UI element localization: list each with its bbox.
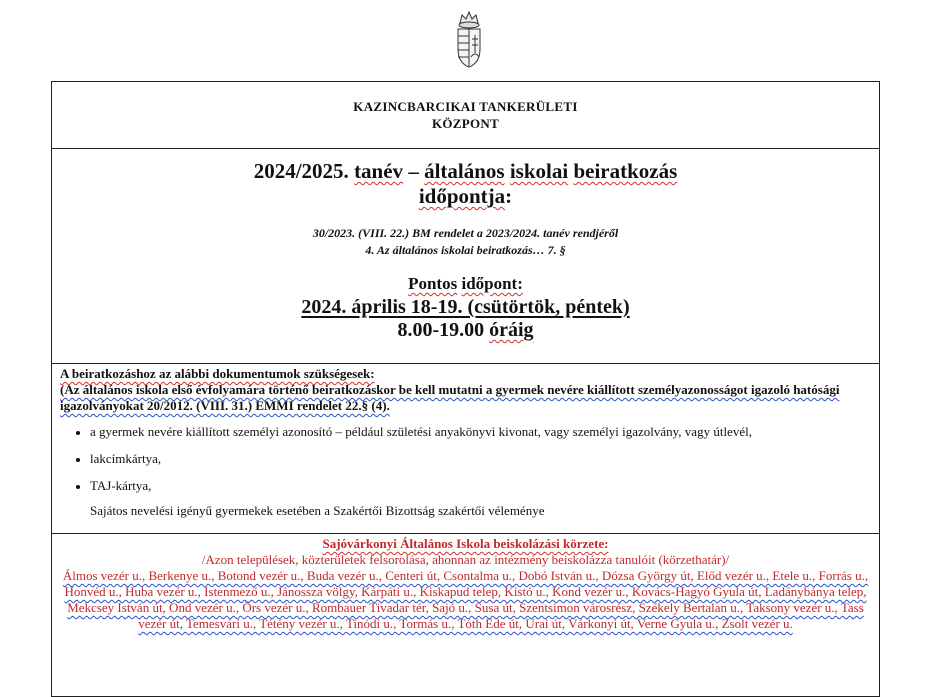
org-name-line1: KAZINCBARCIKAI TANKERÜLETI [353,99,578,114]
organization-header [52,82,879,149]
document-table [51,81,880,697]
school-district-section [52,534,879,696]
enrollment-hours: 8.00-19.00 óráig [397,319,534,341]
list-item: • a gyermek nevére kiállított személyi azonosító – például születési anyakönyvi kivonat, vagy személyi igazolvány, vagy útlevél, [90,424,871,440]
precise-time-label: Pontos időpont: [408,274,523,293]
enrollment-title-section [52,149,879,364]
list-item: • lakcímkártya, [90,451,871,467]
district-subheading: /Azon települések, közterületek felsorolása, ahonnan az intézmény beiskolázza tanulóit (körzethatár)/ [201,552,730,567]
district-street-list: Álmos vezér u., Berkenye u., Botond vezér u., Buda vezér u., Centeri út, Csontalma u., Dobó István u., Dózsa György út, Előd vezér u., Etele u., Forrás u., Honvéd u., Huba vezér u., Istenmező u., Jánossza völgy, Kárpáti u., Kiskapud telep, Kistó u., Kond vezér u., Kovács-Hagyó Gyula út, Ladánybánya telep, Mekcsey István út, Ond vezér u., Örs vezér u., Rombauer Tivadar tér, Sajó u., Susa út, Szentsimon városrész, Székely Bertalan u., Taksony vezér u., Tass vezér út, Temesvári u., Tétény vezér u., Tinódi u., Tormás u., Tóth Ede út, Urai út, Várkonyi út, Verne Gyula u., Zsolt vezér u. [62,568,869,631]
documents-list [60,424,871,494]
district-heading: Sajóvárkonyi Általános Iskola beiskolázási körzete: [322,536,609,551]
documents-note: (Az általános iskola első évfolyamára történő beiratkozáskor be kell mutatni a gyermek nevére kiállított személyazonosságot igazoló hatósági igazolványokat 20/2012. (VIII. 31.) EMMI rendelet 22.§ (4). [60,382,840,413]
documents-heading: A beiratkozáshoz az alábbi dokumentumok szükségesek: [60,366,375,381]
coat-of-arms-icon [456,9,482,69]
required-documents-section [52,364,879,534]
regulation-reference: 30/2023. (VIII. 22.) BM rendelet a 2023/2024. tanév rendjéről 4. Az általános iskolai beiratkozás… 7. § [312,226,619,257]
enrollment-date: 2024. április 18-19. (csütörtök, péntek) [301,296,630,318]
page-title: 2024/2025. tanév – általános iskolai beiratkozás időpontja: [253,159,678,208]
org-name-line2: KÖZPONT [431,116,500,131]
list-item: • TAJ-kártya, [90,478,871,494]
sen-note: Sajátos nevelési igényű gyermekek esetében a Szakértői Bizottság szakértői véleménye [90,503,545,518]
